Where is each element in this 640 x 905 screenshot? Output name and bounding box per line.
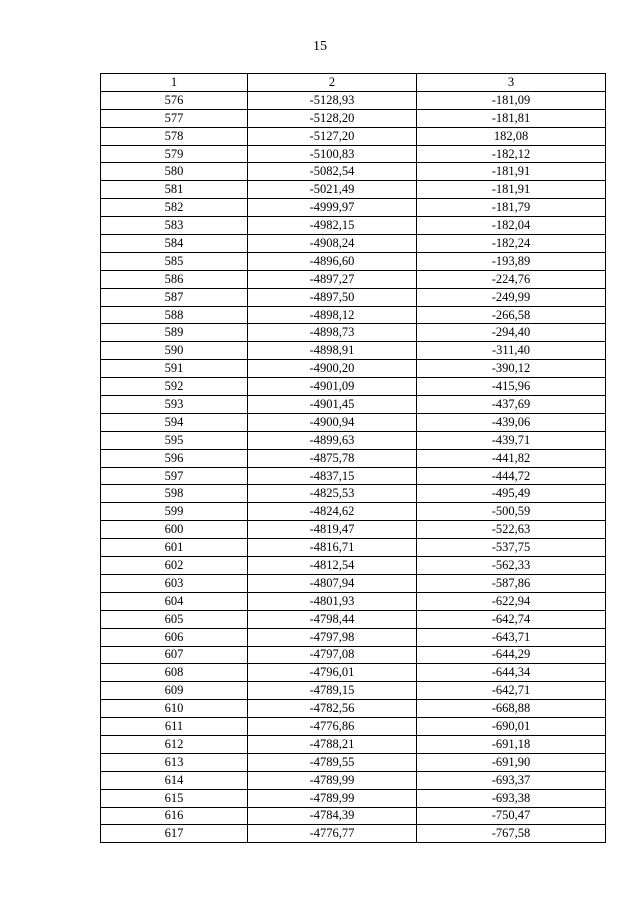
column-header-3: 3 bbox=[417, 74, 606, 92]
y-coordinate-cell: -182,12 bbox=[417, 145, 606, 163]
y-coordinate-cell: -690,01 bbox=[417, 718, 606, 736]
x-coordinate-cell: -4899,63 bbox=[248, 431, 417, 449]
point-number-cell: 583 bbox=[101, 217, 248, 235]
table-row bbox=[101, 753, 606, 771]
table-row bbox=[101, 288, 606, 306]
x-coordinate-cell: -4819,47 bbox=[248, 521, 417, 539]
point-number-cell: 617 bbox=[101, 825, 248, 843]
table-row bbox=[101, 718, 606, 736]
x-coordinate-cell: -4801,93 bbox=[248, 592, 417, 610]
point-number-cell: 602 bbox=[101, 557, 248, 575]
x-coordinate-cell: -5128,93 bbox=[248, 91, 417, 109]
point-number-cell: 608 bbox=[101, 664, 248, 682]
point-number-cell: 592 bbox=[101, 378, 248, 396]
point-number-cell: 601 bbox=[101, 539, 248, 557]
table-row bbox=[101, 181, 606, 199]
point-number-cell: 597 bbox=[101, 467, 248, 485]
y-coordinate-cell: -439,06 bbox=[417, 413, 606, 431]
table-row bbox=[101, 378, 606, 396]
point-number-cell: 607 bbox=[101, 646, 248, 664]
point-number-cell: 586 bbox=[101, 270, 248, 288]
table-row bbox=[101, 592, 606, 610]
x-coordinate-cell: -4900,94 bbox=[248, 413, 417, 431]
y-coordinate-cell: -390,12 bbox=[417, 360, 606, 378]
y-coordinate-cell: -642,74 bbox=[417, 610, 606, 628]
x-coordinate-cell: -4875,78 bbox=[248, 449, 417, 467]
x-coordinate-cell: -4798,44 bbox=[248, 610, 417, 628]
y-coordinate-cell: -181,79 bbox=[417, 199, 606, 217]
table-row bbox=[101, 735, 606, 753]
x-coordinate-cell: -4901,45 bbox=[248, 396, 417, 414]
y-coordinate-cell: -693,38 bbox=[417, 789, 606, 807]
point-number-cell: 579 bbox=[101, 145, 248, 163]
x-coordinate-cell: -4784,39 bbox=[248, 807, 417, 825]
point-number-cell: 580 bbox=[101, 163, 248, 181]
y-coordinate-cell: -311,40 bbox=[417, 342, 606, 360]
column-header-2: 2 bbox=[248, 74, 417, 92]
table-row bbox=[101, 485, 606, 503]
x-coordinate-cell: -4789,99 bbox=[248, 789, 417, 807]
point-number-cell: 612 bbox=[101, 735, 248, 753]
x-coordinate-cell: -4824,62 bbox=[248, 503, 417, 521]
table-row bbox=[101, 646, 606, 664]
x-coordinate-cell: -4898,73 bbox=[248, 324, 417, 342]
table-row bbox=[101, 539, 606, 557]
point-number-cell: 578 bbox=[101, 127, 248, 145]
table-row bbox=[101, 431, 606, 449]
x-coordinate-cell: -4788,21 bbox=[248, 735, 417, 753]
table-body bbox=[101, 91, 606, 842]
y-coordinate-cell: -644,34 bbox=[417, 664, 606, 682]
y-coordinate-cell: -495,49 bbox=[417, 485, 606, 503]
point-number-cell: 610 bbox=[101, 700, 248, 718]
y-coordinate-cell: -562,33 bbox=[417, 557, 606, 575]
point-number-cell: 595 bbox=[101, 431, 248, 449]
point-number-cell: 588 bbox=[101, 306, 248, 324]
x-coordinate-cell: -4789,55 bbox=[248, 753, 417, 771]
table-row bbox=[101, 109, 606, 127]
table-row bbox=[101, 252, 606, 270]
table-row bbox=[101, 306, 606, 324]
y-coordinate-cell: -415,96 bbox=[417, 378, 606, 396]
x-coordinate-cell: -4897,27 bbox=[248, 270, 417, 288]
table-row bbox=[101, 664, 606, 682]
table-row bbox=[101, 807, 606, 825]
point-number-cell: 609 bbox=[101, 682, 248, 700]
table-row bbox=[101, 235, 606, 253]
x-coordinate-cell: -4776,77 bbox=[248, 825, 417, 843]
y-coordinate-cell: -500,59 bbox=[417, 503, 606, 521]
y-coordinate-cell: -693,37 bbox=[417, 771, 606, 789]
table-row bbox=[101, 127, 606, 145]
x-coordinate-cell: -4776,86 bbox=[248, 718, 417, 736]
x-coordinate-cell: -4908,24 bbox=[248, 235, 417, 253]
x-coordinate-cell: -5128,20 bbox=[248, 109, 417, 127]
y-coordinate-cell: -294,40 bbox=[417, 324, 606, 342]
y-coordinate-cell: -522,63 bbox=[417, 521, 606, 539]
point-number-cell: 598 bbox=[101, 485, 248, 503]
table-row bbox=[101, 628, 606, 646]
y-coordinate-cell: -437,69 bbox=[417, 396, 606, 414]
table-header-row bbox=[101, 74, 606, 92]
point-number-cell: 599 bbox=[101, 503, 248, 521]
table-row bbox=[101, 360, 606, 378]
x-coordinate-cell: -4982,15 bbox=[248, 217, 417, 235]
point-number-cell: 594 bbox=[101, 413, 248, 431]
point-number-cell: 582 bbox=[101, 199, 248, 217]
table-row bbox=[101, 342, 606, 360]
table-row bbox=[101, 682, 606, 700]
x-coordinate-cell: -4789,15 bbox=[248, 682, 417, 700]
table-row bbox=[101, 557, 606, 575]
x-coordinate-cell: -4900,20 bbox=[248, 360, 417, 378]
point-number-cell: 615 bbox=[101, 789, 248, 807]
x-coordinate-cell: -5021,49 bbox=[248, 181, 417, 199]
x-coordinate-cell: -4837,15 bbox=[248, 467, 417, 485]
table-row bbox=[101, 521, 606, 539]
point-number-cell: 605 bbox=[101, 610, 248, 628]
y-coordinate-cell: -181,81 bbox=[417, 109, 606, 127]
x-coordinate-cell: -4789,99 bbox=[248, 771, 417, 789]
x-coordinate-cell: -4825,53 bbox=[248, 485, 417, 503]
table-row bbox=[101, 449, 606, 467]
table-row bbox=[101, 217, 606, 235]
point-number-cell: 577 bbox=[101, 109, 248, 127]
point-number-cell: 584 bbox=[101, 235, 248, 253]
x-coordinate-cell: -4782,56 bbox=[248, 700, 417, 718]
table-row bbox=[101, 467, 606, 485]
point-number-cell: 589 bbox=[101, 324, 248, 342]
x-coordinate-cell: -4807,94 bbox=[248, 574, 417, 592]
point-number-cell: 600 bbox=[101, 521, 248, 539]
point-number-cell: 591 bbox=[101, 360, 248, 378]
x-coordinate-cell: -4816,71 bbox=[248, 539, 417, 557]
x-coordinate-cell: -5127,20 bbox=[248, 127, 417, 145]
y-coordinate-cell: -644,29 bbox=[417, 646, 606, 664]
x-coordinate-cell: -4797,08 bbox=[248, 646, 417, 664]
y-coordinate-cell: -750,47 bbox=[417, 807, 606, 825]
x-coordinate-cell: -4812,54 bbox=[248, 557, 417, 575]
x-coordinate-cell: -4796,01 bbox=[248, 664, 417, 682]
coordinates-table bbox=[100, 73, 606, 843]
y-coordinate-cell: -249,99 bbox=[417, 288, 606, 306]
point-number-cell: 604 bbox=[101, 592, 248, 610]
table-row bbox=[101, 199, 606, 217]
page-number: 15 bbox=[313, 39, 327, 54]
y-coordinate-cell: -691,90 bbox=[417, 753, 606, 771]
x-coordinate-cell: -4999,97 bbox=[248, 199, 417, 217]
y-coordinate-cell: -224,76 bbox=[417, 270, 606, 288]
y-coordinate-cell: -441,82 bbox=[417, 449, 606, 467]
point-number-cell: 606 bbox=[101, 628, 248, 646]
y-coordinate-cell: -193,89 bbox=[417, 252, 606, 270]
table-row bbox=[101, 396, 606, 414]
y-coordinate-cell: 182,08 bbox=[417, 127, 606, 145]
x-coordinate-cell: -4896,60 bbox=[248, 252, 417, 270]
point-number-cell: 587 bbox=[101, 288, 248, 306]
table-row bbox=[101, 91, 606, 109]
x-coordinate-cell: -4797,98 bbox=[248, 628, 417, 646]
table-row bbox=[101, 771, 606, 789]
table-row bbox=[101, 503, 606, 521]
y-coordinate-cell: -182,24 bbox=[417, 235, 606, 253]
point-number-cell: 616 bbox=[101, 807, 248, 825]
table-row bbox=[101, 413, 606, 431]
y-coordinate-cell: -181,91 bbox=[417, 163, 606, 181]
y-coordinate-cell: -587,86 bbox=[417, 574, 606, 592]
point-number-cell: 603 bbox=[101, 574, 248, 592]
y-coordinate-cell: -439,71 bbox=[417, 431, 606, 449]
y-coordinate-cell: -266,58 bbox=[417, 306, 606, 324]
table-row bbox=[101, 324, 606, 342]
table-row bbox=[101, 825, 606, 843]
y-coordinate-cell: -691,18 bbox=[417, 735, 606, 753]
column-header-1: 1 bbox=[101, 74, 248, 92]
y-coordinate-cell: -643,71 bbox=[417, 628, 606, 646]
x-coordinate-cell: -4898,91 bbox=[248, 342, 417, 360]
point-number-cell: 581 bbox=[101, 181, 248, 199]
point-number-cell: 590 bbox=[101, 342, 248, 360]
table-row bbox=[101, 574, 606, 592]
table-row bbox=[101, 789, 606, 807]
point-number-cell: 611 bbox=[101, 718, 248, 736]
table-row bbox=[101, 610, 606, 628]
point-number-cell: 613 bbox=[101, 753, 248, 771]
x-coordinate-cell: -5100,83 bbox=[248, 145, 417, 163]
point-number-cell: 576 bbox=[101, 91, 248, 109]
y-coordinate-cell: -622,94 bbox=[417, 592, 606, 610]
point-number-cell: 585 bbox=[101, 252, 248, 270]
x-coordinate-cell: -5082,54 bbox=[248, 163, 417, 181]
table-row bbox=[101, 163, 606, 181]
x-coordinate-cell: -4898,12 bbox=[248, 306, 417, 324]
table-row bbox=[101, 700, 606, 718]
x-coordinate-cell: -4901,09 bbox=[248, 378, 417, 396]
y-coordinate-cell: -767,58 bbox=[417, 825, 606, 843]
x-coordinate-cell: -4897,50 bbox=[248, 288, 417, 306]
y-coordinate-cell: -444,72 bbox=[417, 467, 606, 485]
y-coordinate-cell: -182,04 bbox=[417, 217, 606, 235]
y-coordinate-cell: -642,71 bbox=[417, 682, 606, 700]
table-row bbox=[101, 270, 606, 288]
point-number-cell: 614 bbox=[101, 771, 248, 789]
y-coordinate-cell: -181,09 bbox=[417, 91, 606, 109]
y-coordinate-cell: -181,91 bbox=[417, 181, 606, 199]
table-row bbox=[101, 145, 606, 163]
point-number-cell: 593 bbox=[101, 396, 248, 414]
y-coordinate-cell: -668,88 bbox=[417, 700, 606, 718]
point-number-cell: 596 bbox=[101, 449, 248, 467]
y-coordinate-cell: -537,75 bbox=[417, 539, 606, 557]
